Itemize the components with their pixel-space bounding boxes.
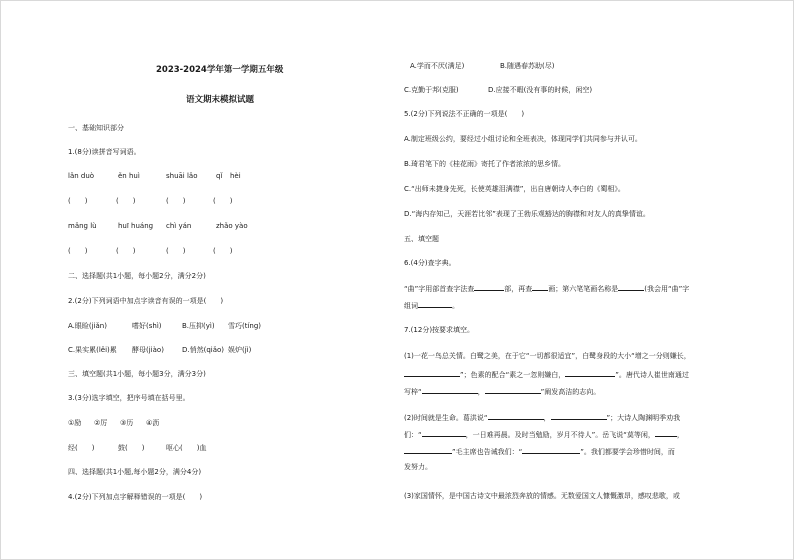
q5-option-c[interactable]: C.“出师未捷身先死，长使英雄泪满襟”，出自唐朝诗人李白的《蜀相》。 <box>404 185 625 193</box>
pinyin-item: mǎng lù <box>68 222 97 230</box>
q6-text: (我会用“曲”字 <box>644 285 690 293</box>
q5-option-d[interactable]: D.“海内存知己，天涯若比邻”表现了王勃乐观豁达的胸襟和对友人的真挚情谊。 <box>404 210 650 218</box>
pinyin-item: qǐ <box>216 172 223 180</box>
q6-line-2 <box>404 300 459 311</box>
section-2-heading: 二、选择题(共1小题，每小题2分，满分2分) <box>68 272 206 280</box>
q7-text: ”毛主席也告诫我们：“ <box>452 448 523 456</box>
section-1-heading: 一、基础知识部分 <box>68 124 124 132</box>
blank-field[interactable] <box>551 412 607 420</box>
q7-part-2-line-3 <box>404 446 675 457</box>
answer-paren[interactable]: ( ) <box>166 197 186 205</box>
q3-item[interactable]: 呕心( )血 <box>166 444 207 452</box>
q7-part-2-line-1 <box>404 412 680 423</box>
q6-line-1 <box>404 283 689 294</box>
q7-text: ，一日难再晨。及时当勉励，岁月不待人”。岳飞说“莫等闲， <box>465 431 655 439</box>
blank-field[interactable] <box>655 429 677 437</box>
blank-field[interactable] <box>532 283 548 291</box>
blank-field[interactable] <box>404 369 460 377</box>
exam-title: 2023-2024学年第一学期五年级 <box>156 65 284 75</box>
answer-paren[interactable]: ( ) <box>166 247 186 255</box>
question-4: 4.(2分)下列加点字解释错误的一项是( ) <box>68 493 203 501</box>
blank-field[interactable] <box>565 369 615 377</box>
blank-field[interactable] <box>522 446 580 454</box>
answer-paren[interactable]: ( ) <box>213 247 233 255</box>
exam-subtitle: 语文期末模拟试题 <box>186 95 255 105</box>
q3-item[interactable]: 经( ) <box>68 444 95 452</box>
option-a[interactable]: A.学而不厌(满足) <box>410 62 465 70</box>
q3-option: ③历 <box>120 419 134 427</box>
blank-field[interactable] <box>618 283 644 291</box>
pinyin-item: zhǎo yào <box>216 222 248 230</box>
section-4-heading: 四、选择题(共1小题,每小题2分，满分4分) <box>68 468 202 476</box>
option-d-word2: 娱炉(jì) <box>228 346 252 354</box>
q3-option: ②厉 <box>94 419 108 427</box>
pinyin-item: hèi <box>230 172 241 180</box>
q3-option: ④沥 <box>146 419 160 427</box>
pinyin-item: chì yán <box>166 222 192 230</box>
option-b[interactable]: B.随遇春苏助(尽) <box>500 62 555 70</box>
answer-paren[interactable]: ( ) <box>116 247 136 255</box>
q7-text: ”阐发高洁的志向。 <box>540 388 601 396</box>
q7-text: ”；大诗人陶渊明季劝我 <box>606 414 681 422</box>
q3-option: ①励 <box>68 419 82 427</box>
option-d[interactable]: D.应接不暇(没有事的时候，闲空) <box>488 86 593 94</box>
blank-field[interactable] <box>422 386 478 394</box>
q7-part-1-line-2 <box>404 369 689 380</box>
q7-text: ， <box>676 431 684 439</box>
question-6: 6.(4分)查字典。 <box>404 259 456 267</box>
q7-text: ， <box>477 388 485 396</box>
pinyin-item: shuāi lǎo <box>166 172 198 180</box>
q6-text: 组词 <box>404 302 418 310</box>
answer-paren[interactable]: ( ) <box>68 247 88 255</box>
q7-part-2-line-2 <box>404 429 684 440</box>
q7-part-2-line-4: 发努力。 <box>404 463 432 471</box>
q7-text: ”。唐代诗人崔世南通过 <box>615 371 689 379</box>
q7-part-1-line-1: (1)一花一鸟总关情。白鹭之美，在于它“一切都很适宜”，白鹭身段的大小“增之一分则嫌长， <box>404 352 691 360</box>
q5-option-a[interactable]: A.制定班级公约，要经过小组讨论和全班表决，体现同学们共同参与并认可。 <box>404 135 642 143</box>
option-c-word2: 酵母(jiào) <box>132 346 164 354</box>
q6-text: 部，再查 <box>504 285 533 293</box>
q6-text: 画；第六笔笔画名称是 <box>548 285 619 293</box>
q7-text: (2)时间就是生命。葛洪说“ <box>404 414 488 422</box>
blank-field[interactable] <box>488 412 544 420</box>
blank-field[interactable] <box>418 300 452 308</box>
question-1: 1.(8分)读拼音写词语。 <box>68 148 141 156</box>
option-a[interactable]: A.眼睑(jiǎn) <box>68 322 107 330</box>
question-7: 7.(12分)按要求填空。 <box>404 326 475 334</box>
pinyin-item: lǎn duò <box>68 172 95 180</box>
option-c[interactable]: C.克勤于邦(克服) <box>404 86 459 94</box>
q3-item[interactable]: 鼓( ) <box>118 444 145 452</box>
q7-text: 写梓“ <box>404 388 422 396</box>
answer-paren[interactable]: ( ) <box>68 197 88 205</box>
q7-text: 们：“ <box>404 431 422 439</box>
pinyin-item: ěn huì <box>118 172 140 180</box>
q7-part-1-line-3 <box>404 386 600 397</box>
section-3-heading: 三、填空题(共1小题，每小题3分，满分3分) <box>68 370 206 378</box>
blank-field[interactable] <box>422 429 466 437</box>
option-c[interactable]: C.果实累(lěi)累 <box>68 346 117 354</box>
option-b-word2: 雪巧(tíng) <box>228 322 262 330</box>
answer-paren[interactable]: ( ) <box>213 197 233 205</box>
option-a-word2: 嗜好(shì) <box>132 322 162 330</box>
q7-text: ”。我们都要学会珍惜时间，而 <box>580 448 675 456</box>
question-3: 3.(3分)选字填空，把序号填在括号里。 <box>68 394 190 402</box>
option-b[interactable]: B.压抑(yì) <box>182 322 215 330</box>
q7-part-3-line-1: (3)家国情怀，是中国古诗文中最浓烈奔放的情感。无数爱国文人慷慨激昂，感叹悲歌，或 <box>404 492 680 500</box>
blank-field[interactable] <box>474 283 504 291</box>
answer-paren[interactable]: ( ) <box>116 197 136 205</box>
q6-text: “曲”字用部首查字法查 <box>404 285 475 293</box>
option-d[interactable]: D.悄然(qiǎo) <box>182 346 225 354</box>
pinyin-item: huī huáng <box>118 222 154 230</box>
question-5: 5.(2分)下列说法不正确的一项是( ) <box>404 110 525 118</box>
question-2: 2.(2分)下列词语中加点字读音有误的一项是( ) <box>68 297 224 305</box>
q7-text: ， <box>543 414 551 422</box>
blank-field[interactable] <box>404 446 452 454</box>
q6-text: 。 <box>452 302 459 310</box>
q7-text: ”；色素的配合“素之一忽则嫌白， <box>460 371 566 379</box>
blank-field[interactable] <box>485 386 541 394</box>
q5-option-b[interactable]: B.琦君笔下的《桂花雨》寄托了作者浓浓的思乡情。 <box>404 160 566 168</box>
section-5-heading: 五、填空题 <box>404 235 439 243</box>
